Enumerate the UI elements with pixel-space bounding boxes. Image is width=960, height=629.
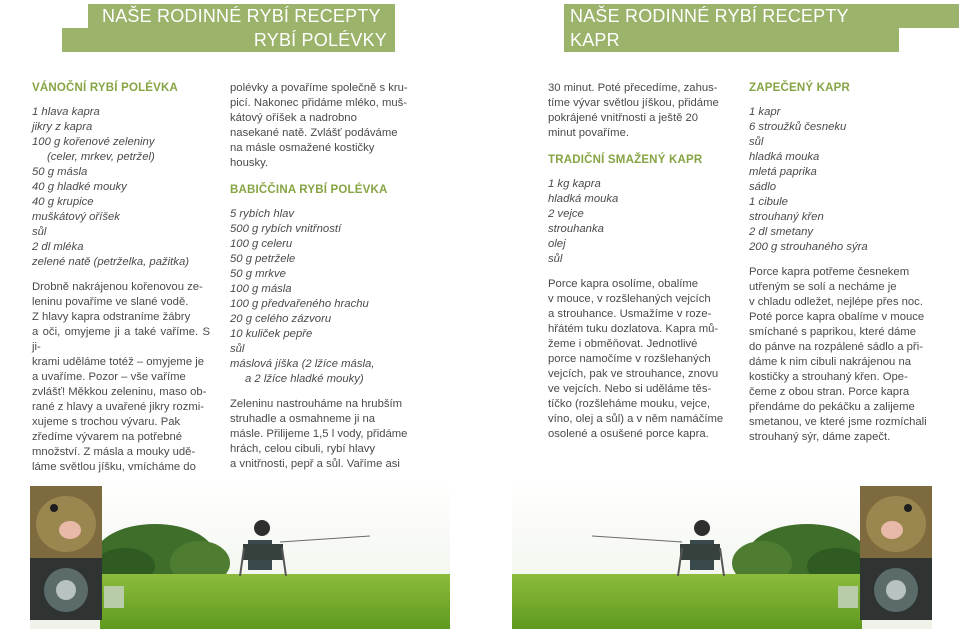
carp-photo bbox=[30, 486, 102, 558]
text-line: pokrájené vnitřnosti a ještě 20 bbox=[548, 112, 699, 124]
ingredient: muškátový oříšek bbox=[32, 211, 120, 223]
recipe-text bbox=[32, 280, 210, 475]
text-line: porce namočíme v rozšlehaných bbox=[548, 353, 711, 365]
ingredient-list bbox=[230, 207, 410, 387]
text-line: kostičky a strouhaný křen. Ope- bbox=[749, 371, 908, 383]
ingredient: 40 g hladké mouky bbox=[32, 181, 127, 193]
text-line: utřeným se solí a necháme je bbox=[749, 281, 897, 293]
recipe-text bbox=[230, 81, 410, 171]
text-line: zředíme vývarem na potřebné bbox=[32, 431, 183, 443]
recipe-text bbox=[548, 277, 728, 442]
text-line: čeme z obou stran. Porce kapra bbox=[749, 386, 910, 398]
ingredient: 50 g mrkve bbox=[230, 268, 286, 280]
meadow-photo bbox=[512, 574, 862, 629]
ingredient-list bbox=[749, 105, 929, 255]
ingredient: 200 g strouhaného sýra bbox=[749, 241, 868, 253]
text-line: Poté porce kapra obalíme v mouce bbox=[749, 311, 925, 323]
ingredient: sůl bbox=[548, 253, 563, 265]
text-line: rané z hlavy a uvařené jikry rozmi- bbox=[32, 401, 205, 413]
ingredient: 50 g másla bbox=[32, 166, 88, 178]
text-line: struhadle a osmahneme ji na bbox=[230, 413, 376, 425]
ingredient: 1 kg kapra bbox=[548, 178, 601, 190]
text-line: minut povaříme. bbox=[548, 127, 629, 139]
ingredient: 1 cibule bbox=[749, 196, 788, 208]
recipe-heading: TRADIČNÍ SMAŽENÝ KAPR bbox=[548, 154, 703, 166]
text-line: přendáme do pekáčku a zalijeme bbox=[749, 401, 915, 413]
text-line: nasekané natě. Zvlášť podáváme bbox=[230, 127, 398, 139]
left-page-subtitle: RYBÍ POLÉVKY bbox=[253, 30, 387, 50]
text-line: picí. Nakonec přidáme mléko, muš- bbox=[230, 97, 408, 109]
fishing-reel-photo bbox=[30, 558, 102, 620]
right-page bbox=[480, 0, 960, 629]
text-line: a strouhance. Usmažíme v roze- bbox=[548, 308, 712, 320]
ingredient: zelené natě (petrželka, pažitka) bbox=[32, 256, 189, 268]
recipe-heading: VÁNOČNÍ RYBÍ POLÉVKA bbox=[32, 82, 179, 94]
text-line: víno, olej a sůl) a v něm namáčíme bbox=[548, 413, 724, 425]
ingredient: hladká mouka bbox=[749, 151, 820, 163]
ingredient: 40 g krupice bbox=[32, 196, 94, 208]
text-line: 30 minut. Poté přecedíme, zahus- bbox=[548, 82, 718, 94]
right-photo-strip bbox=[512, 478, 932, 629]
text-line: vejcích, pak ve strouhance, znovu bbox=[548, 368, 719, 380]
ingredient: 2 vejce bbox=[548, 208, 584, 220]
ingredient: 100 g másla bbox=[230, 283, 292, 295]
ingredient: 20 g celého zázvoru bbox=[230, 313, 332, 325]
ingredient: a 2 lžíce hladké mouky) bbox=[245, 373, 364, 385]
text-line: housky. bbox=[230, 157, 269, 169]
ingredient: 2 dl mléka bbox=[32, 241, 84, 253]
ingredient: (celer, mrkev, petržel) bbox=[47, 151, 155, 163]
recipe-heading: BABIČČINA RYBÍ POLÉVKA bbox=[230, 184, 388, 196]
ingredient: mletá paprika bbox=[749, 166, 817, 178]
ingredient: 10 kuliček pepře bbox=[230, 328, 313, 340]
ingredient: sůl bbox=[749, 136, 764, 148]
text-line: na másle osmažené kostičky bbox=[230, 142, 375, 154]
text-line: xujeme s trochou vývaru. Pak bbox=[32, 416, 181, 428]
ingredient: 50 g petržele bbox=[230, 253, 296, 265]
text-line: polévky a povaříme společně s kru- bbox=[230, 82, 408, 94]
right-column-1 bbox=[548, 81, 728, 442]
text-line: a oči, omyjeme ji a také vaříme. S ji- bbox=[32, 326, 210, 353]
meadow-photo bbox=[100, 574, 450, 629]
ingredient: 2 dl smetany bbox=[749, 226, 814, 238]
text-line: množství. Z másla a mouky udě- bbox=[32, 446, 196, 458]
recipe-text bbox=[230, 397, 410, 472]
ingredient: hladká mouka bbox=[548, 193, 619, 205]
ingredient: 1 kapr bbox=[749, 106, 781, 118]
ingredient: 500 g rybích vnitřností bbox=[230, 223, 342, 235]
left-column-1 bbox=[32, 81, 210, 475]
text-line: tíme vývar světlou jíškou, přidáme bbox=[548, 97, 719, 109]
ingredient: 5 rybích hlav bbox=[230, 208, 295, 220]
text-line: krami uděláme totéž – omyjeme je bbox=[32, 356, 205, 368]
ingredient-list bbox=[32, 105, 210, 270]
right-page-subtitle: KAPR bbox=[570, 30, 620, 50]
left-subtitle-band bbox=[62, 28, 395, 52]
ingredient: 100 g předvařeného hrachu bbox=[230, 298, 369, 310]
text-line: kátový oříšek a nadrobno bbox=[230, 112, 357, 124]
ingredient: 1 hlava kapra bbox=[32, 106, 100, 118]
text-line: a vnitřnosti, pepř a sůl. Vaříme asi bbox=[230, 458, 400, 470]
right-column-2 bbox=[749, 81, 929, 445]
ingredient: strouhanka bbox=[548, 223, 604, 235]
text-line: hrách, celou cibuli, rybí hlavy bbox=[230, 443, 376, 455]
left-column-2 bbox=[230, 81, 410, 472]
ingredient: 6 stroužků česneku bbox=[749, 121, 847, 133]
right-page-title: NAŠE RODINNÉ RYBÍ RECEPTY bbox=[570, 6, 849, 26]
ingredient: strouhaný křen bbox=[749, 211, 824, 223]
ingredient: 100 g celeru bbox=[230, 238, 293, 250]
left-page-title: NAŠE RODINNÉ RYBÍ RECEPTY bbox=[102, 6, 381, 26]
text-line: másle. Přilijeme 1,5 l vody, přidáme bbox=[230, 428, 408, 440]
text-line: zvlášť! Měkkou zeleninu, maso ob- bbox=[32, 386, 207, 398]
text-line: osolené a osušené porce kapra. bbox=[548, 428, 709, 440]
ingredient: 100 g kořenové zeleniny bbox=[32, 136, 155, 148]
recipe-text bbox=[548, 81, 728, 141]
text-line: v mouce, v rozšlehaných vejcích bbox=[548, 293, 711, 305]
text-line: smetanou, ve které jsme rozmíchali bbox=[749, 416, 927, 428]
text-line: Zeleninu nastrouháme na hrubším bbox=[230, 398, 403, 410]
text-line: Z hlavy kapra odstraníme žábry bbox=[32, 311, 191, 323]
text-line: hřátém tuku dozlatova. Kapra mů- bbox=[548, 323, 719, 335]
right-title-band bbox=[564, 4, 959, 28]
ingredient: máslová jíška (2 lžíce másla, bbox=[230, 358, 375, 370]
ingredient: jikry z kapra bbox=[32, 121, 93, 133]
carp-photo bbox=[860, 486, 932, 558]
text-line: strouhaný sýr, dáme zapečt. bbox=[749, 431, 891, 443]
text-line: ve vejcích. Nebo si uděláme těs- bbox=[548, 383, 712, 395]
text-line: dáme k nim cibuli nakrájenou na bbox=[749, 356, 912, 368]
left-title-band bbox=[88, 4, 395, 28]
ingredient: sůl bbox=[32, 226, 47, 238]
text-line: tíčko (rozšleháme mouku, vejce, bbox=[548, 398, 710, 410]
left-photo-strip bbox=[30, 478, 450, 629]
ingredient: sádlo bbox=[749, 181, 777, 193]
recipe-heading: ZAPEČENÝ KAPR bbox=[749, 82, 851, 94]
ingredient: sůl bbox=[230, 343, 245, 355]
text-line: Drobně nakrájenou kořenovou ze- bbox=[32, 281, 203, 293]
right-subtitle-band bbox=[564, 28, 899, 52]
text-line: a uvaříme. Pozor – vše vaříme bbox=[32, 371, 186, 383]
ingredient: olej bbox=[548, 238, 566, 250]
text-line: smíchané s paprikou, které dáme bbox=[749, 326, 917, 338]
ingredient-list bbox=[548, 177, 728, 267]
fishing-reel-photo bbox=[860, 558, 932, 620]
text-line: leninu povaříme ve slané vodě. bbox=[32, 296, 189, 308]
text-line: do pánve na rozpálené sádlo a při- bbox=[749, 341, 923, 353]
text-line: žeme i obměňovat. Jednotlivé bbox=[548, 338, 698, 350]
recipe-text bbox=[749, 265, 929, 445]
text-line: láme světlou jíšku, vmícháme do bbox=[32, 461, 196, 473]
text-line: Porce kapra osolíme, obalíme bbox=[548, 278, 699, 290]
text-line: Porce kapra potřeme česnekem bbox=[749, 266, 910, 278]
text-line: v chladu odležet, nejlépe přes noc. bbox=[749, 296, 923, 308]
